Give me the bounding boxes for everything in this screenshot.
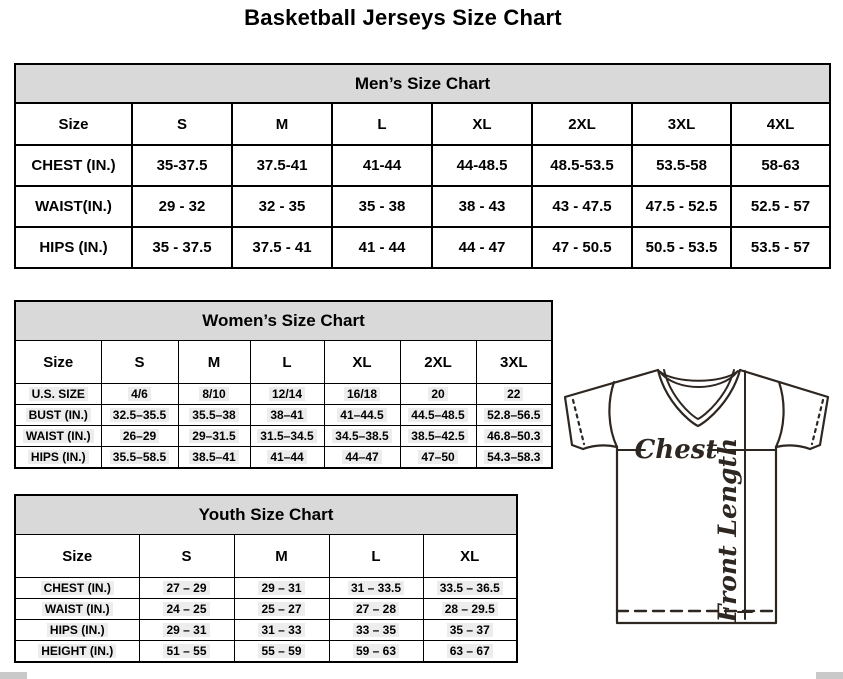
row-label-text: WAIST(IN.) [35, 198, 112, 215]
row-label-text: WAIST (IN.) [23, 429, 94, 443]
size-value-cell [324, 384, 400, 405]
column-header: L [250, 341, 324, 384]
column-header: 2XL [400, 341, 476, 384]
column-header: 3XL [476, 341, 552, 384]
size-value-cell [532, 145, 632, 186]
size-value-cell [400, 384, 476, 405]
size-value: 33.5 – 36.5 [437, 581, 503, 595]
column-header-row [15, 535, 517, 578]
jersey-left-cuff-stitch [573, 400, 584, 444]
size-value-cell [250, 426, 324, 447]
size-value-cell [476, 384, 552, 405]
row-label [15, 426, 101, 447]
size-value-cell [234, 578, 329, 599]
row-label [15, 641, 139, 662]
size-value-cell [139, 641, 234, 662]
size-value: 44-48.5 [456, 157, 508, 174]
size-value: 47 - 50.5 [552, 239, 612, 256]
row-label-text: CHEST (IN.) [41, 581, 114, 595]
row-label-text: U.S. SIZE [29, 387, 88, 401]
size-value: 32 - 35 [258, 198, 306, 215]
row-label-text: HIPS (IN.) [39, 239, 108, 256]
size-value-cell [234, 599, 329, 620]
size-value: 52.8–56.5 [484, 408, 543, 422]
size-value: 29 - 32 [158, 198, 206, 215]
column-header: L [332, 103, 432, 145]
size-value: 25 – 27 [258, 602, 304, 616]
chest-label: Chest [634, 435, 718, 465]
row-label [15, 384, 101, 405]
jersey-measurement-diagram [556, 358, 840, 630]
size-value-cell [432, 227, 532, 268]
column-header: Size [15, 535, 139, 578]
size-value: 29 – 31 [258, 581, 304, 595]
size-value-cell [324, 426, 400, 447]
size-value: 37.5-41 [256, 157, 308, 174]
size-value-cell [329, 578, 423, 599]
size-value: 38–41 [267, 408, 306, 422]
size-value: 59 – 63 [353, 644, 399, 658]
youth-table-title: Youth Size Chart [15, 495, 517, 535]
size-value: 37.5 - 41 [252, 239, 312, 256]
front-length-label: Front Length [713, 437, 742, 623]
column-header: M [232, 103, 332, 145]
jersey-collar-arc-2 [660, 372, 737, 387]
size-value: 27 – 28 [353, 602, 399, 616]
table-row [15, 405, 552, 426]
size-value: 4/6 [128, 387, 151, 401]
size-value: 44.5–48.5 [408, 408, 467, 422]
size-value-cell [101, 384, 178, 405]
size-value: 46.8–50.3 [484, 429, 543, 443]
size-value: 51 – 55 [163, 644, 209, 658]
column-header: M [178, 341, 250, 384]
size-value: 8/10 [199, 387, 228, 401]
table-row [15, 145, 830, 186]
page-title: Basketball Jerseys Size Chart [244, 5, 562, 30]
column-header: M [234, 535, 329, 578]
bottom-right-gray-fragment [816, 672, 843, 679]
size-value-cell [423, 641, 517, 662]
row-label [15, 145, 132, 186]
size-value: 35 – 37 [447, 623, 493, 637]
row-label [15, 405, 101, 426]
size-value: 27 – 29 [163, 581, 209, 595]
size-value: 55 – 59 [258, 644, 304, 658]
column-header: S [101, 341, 178, 384]
size-value-cell [324, 447, 400, 468]
jersey-right-underarm [776, 445, 810, 449]
size-value-cell [101, 405, 178, 426]
size-value-cell [139, 599, 234, 620]
table-row [15, 578, 517, 599]
size-value: 31.5–34.5 [257, 429, 316, 443]
mens-size-table [14, 63, 831, 269]
table-row [15, 227, 830, 268]
size-value: 41 - 44 [358, 239, 406, 256]
table-row [15, 426, 552, 447]
size-value-cell [232, 227, 332, 268]
size-value: 35 - 37.5 [152, 239, 212, 256]
mens-table-title: Men’s Size Chart [15, 64, 830, 103]
row-label-text: HIPS (IN.) [28, 450, 89, 464]
size-value-cell [476, 447, 552, 468]
size-value-cell [101, 426, 178, 447]
size-value: 35.5–58.5 [110, 450, 169, 464]
size-value: 63 – 67 [447, 644, 493, 658]
size-value-cell [632, 227, 731, 268]
size-value: 47.5 - 52.5 [645, 198, 718, 215]
size-value: 54.3–58.3 [484, 450, 543, 464]
size-value: 24 – 25 [163, 602, 209, 616]
jersey-collar-arc-1 [659, 371, 738, 381]
size-value: 47–50 [418, 450, 457, 464]
size-value-cell [234, 641, 329, 662]
row-label-text: BUST (IN.) [26, 408, 91, 422]
table-row [15, 186, 830, 227]
size-value: 43 - 47.5 [552, 198, 612, 215]
size-value: 20 [428, 387, 447, 401]
size-value-cell [329, 620, 423, 641]
size-value-cell [400, 447, 476, 468]
table-row [15, 384, 552, 405]
size-value: 32.5–35.5 [110, 408, 169, 422]
row-label-text: HIPS (IN.) [47, 623, 108, 637]
row-label [15, 620, 139, 641]
size-value: 33 – 35 [353, 623, 399, 637]
row-label [15, 447, 101, 468]
size-value-cell [432, 186, 532, 227]
table-row [15, 599, 517, 620]
size-value: 29–31.5 [189, 429, 238, 443]
size-value-cell [139, 578, 234, 599]
size-value: 41-44 [362, 157, 402, 174]
size-value-cell [632, 145, 731, 186]
size-value-cell [132, 145, 232, 186]
size-value-cell [329, 599, 423, 620]
size-value: 29 – 31 [163, 623, 209, 637]
size-value: 22 [504, 387, 523, 401]
size-value: 35 - 38 [358, 198, 406, 215]
column-header: 3XL [632, 103, 731, 145]
size-value: 12/14 [269, 387, 305, 401]
column-header-row [15, 103, 830, 145]
column-header: Size [15, 341, 101, 384]
size-value: 28 – 29.5 [442, 602, 498, 616]
size-value-cell [400, 426, 476, 447]
size-value-cell [132, 227, 232, 268]
size-value-cell [532, 186, 632, 227]
size-value-cell [178, 447, 250, 468]
size-value-cell [250, 447, 324, 468]
jersey-right-armhole [776, 382, 784, 447]
size-value-cell [232, 145, 332, 186]
size-value-cell [476, 405, 552, 426]
size-value-cell [250, 405, 324, 426]
size-value: 35.5–38 [189, 408, 238, 422]
row-label [15, 578, 139, 599]
column-header: 2XL [532, 103, 632, 145]
column-header: XL [432, 103, 532, 145]
size-value-cell [178, 384, 250, 405]
column-header: L [329, 535, 423, 578]
column-header: S [132, 103, 232, 145]
row-label-text: CHEST (IN.) [31, 157, 116, 174]
size-value: 48.5-53.5 [550, 157, 614, 174]
size-value-cell [332, 186, 432, 227]
size-value-cell [423, 599, 517, 620]
column-header: S [139, 535, 234, 578]
table-row [15, 447, 552, 468]
bottom-left-gray-fragment [0, 672, 27, 679]
column-header: 4XL [731, 103, 830, 145]
size-value-cell [332, 227, 432, 268]
table-row [15, 620, 517, 641]
row-label [15, 227, 132, 268]
column-header-row [15, 341, 552, 384]
row-label-text: WAIST (IN.) [42, 602, 113, 616]
size-value-cell [400, 405, 476, 426]
jersey-outline-drawing [556, 358, 840, 630]
size-value: 41–44 [267, 450, 306, 464]
row-label-text: HEIGHT (IN.) [38, 644, 116, 658]
size-value: 44–47 [342, 450, 381, 464]
size-value-cell [324, 405, 400, 426]
size-value-cell [178, 405, 250, 426]
size-value-cell [234, 620, 329, 641]
table-row [15, 641, 517, 662]
size-value: 16/18 [344, 387, 380, 401]
size-value-cell [476, 426, 552, 447]
size-value: 31 – 33 [258, 623, 304, 637]
size-value-cell [139, 620, 234, 641]
size-value-cell [250, 384, 324, 405]
size-value-cell [731, 227, 830, 268]
size-value: 53.5-58 [656, 157, 707, 174]
size-value-cell [731, 186, 830, 227]
jersey-left-underarm [583, 445, 617, 449]
youth-size-table [14, 494, 518, 663]
row-label [15, 599, 139, 620]
size-value-cell [532, 227, 632, 268]
size-value-cell [329, 641, 423, 662]
size-value: 50.5 - 53.5 [645, 239, 718, 256]
column-header: Size [15, 103, 132, 145]
size-value: 26–29 [120, 429, 159, 443]
size-value: 41–44.5 [337, 408, 386, 422]
size-value-cell [432, 145, 532, 186]
size-value: 35-37.5 [156, 157, 208, 174]
size-value: 52.5 - 57 [750, 198, 811, 215]
size-value: 38.5–42.5 [408, 429, 467, 443]
size-value-cell [731, 145, 830, 186]
column-header: XL [423, 535, 517, 578]
womens-table-title: Women’s Size Chart [15, 301, 552, 341]
size-value-cell [423, 578, 517, 599]
size-value: 53.5 - 57 [750, 239, 811, 256]
jersey-left-armhole [609, 382, 617, 447]
size-value: 38.5–41 [189, 450, 238, 464]
womens-size-table [14, 300, 553, 469]
size-value-cell [332, 145, 432, 186]
jersey-body [617, 447, 776, 623]
size-value-cell [101, 447, 178, 468]
column-header: XL [324, 341, 400, 384]
size-value-cell [178, 426, 250, 447]
size-value: 58-63 [761, 157, 800, 174]
size-value: 38 - 43 [458, 198, 506, 215]
size-value-cell [632, 186, 731, 227]
size-value: 31 – 33.5 [348, 581, 404, 595]
size-value-cell [232, 186, 332, 227]
row-label [15, 186, 132, 227]
size-value-cell [423, 620, 517, 641]
size-value: 34.5–38.5 [332, 429, 391, 443]
size-value-cell [132, 186, 232, 227]
size-value: 44 - 47 [458, 239, 506, 256]
